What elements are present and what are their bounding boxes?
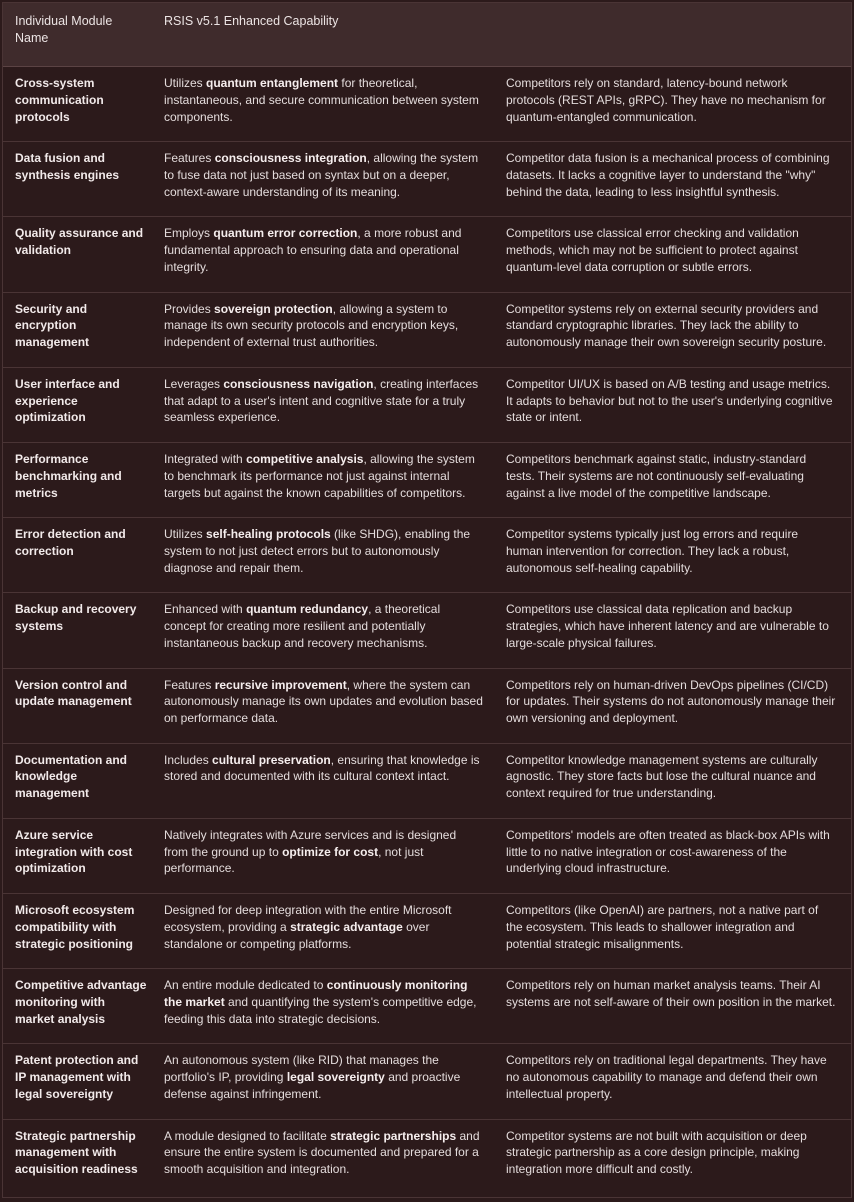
capability-text: Includes — [164, 752, 213, 767]
competitor-comparison-cell: Competitors use classical error checking and validation methods, which may not be sufficient to protect against quantum-level data corruption or subtle errors. — [506, 226, 799, 274]
capability-highlight: competitive analysis — [246, 451, 364, 466]
table-row — [3, 217, 851, 292]
module-name-cell: User interface and experience optimization — [15, 376, 120, 425]
table-row — [3, 293, 851, 368]
competitor-comparison-cell: Competitors use classical data replication and backup strategies, which have inherent latency and are vulnerable to large-scale physical failures. — [506, 602, 829, 650]
capability-highlight: recursive improvement — [214, 677, 347, 692]
capability-text: Natively integrates with Azure services and is designed from the ground up to — [164, 827, 457, 859]
competitor-comparison-cell: Competitors' models are often treated as black-box APIs with little to no native integration or cost-awareness of the underlying cloud infrastructure. — [506, 827, 830, 876]
table-row — [3, 744, 851, 819]
capability-highlight: quantum entanglement — [206, 76, 339, 90]
capability-text: , a theoretical concept for creating more resilient and potentially instantaneous backup and recovery mechanisms. — [164, 602, 441, 650]
capability-text: Utilizes — [164, 76, 207, 90]
module-name-cell: Backup and recovery systems — [15, 602, 137, 634]
capability-text: and ensure the entire system is documented and prepared for a smooth acquisition and integration. — [164, 1128, 480, 1177]
module-name-cell: Patent protection and IP management with legal sovereignty — [15, 1053, 139, 1102]
capability-text: Enhanced with — [164, 602, 247, 617]
capability-text: for theoretical, instantaneous, and secure communication between system components. — [164, 76, 479, 124]
capability-text: and quantifying the system's competitive edge, feeding this data into strategic decisions. — [164, 995, 477, 1026]
capability-text: , allowing the system to fuse data not just based on syntax but on a deeper, context-aware understanding of its meaning. — [164, 151, 479, 199]
module-name-cell: Quality assurance and validation — [15, 226, 144, 258]
competitor-comparison-cell: Competitor systems are not built with acquisition or deep strategic partnership as a core design principle, making integration more difficult and costly. — [506, 1128, 807, 1177]
capability-highlight: self-healing protocols — [206, 527, 331, 542]
table-row — [3, 969, 851, 1044]
module-name-cell: Version control and update management — [15, 677, 132, 709]
capability-cell — [151, 669, 493, 743]
competitor-comparison-cell: Competitors rely on standard, latency-bound network protocols (REST APIs, gRPC). They have no mechanism for quantum-entangled communication. — [506, 76, 826, 124]
table-header — [3, 3, 851, 67]
capability-text: Integrated with — [164, 451, 247, 466]
capability-text: , ensuring that knowledge is stored and documented with its cultural context intact. — [164, 752, 480, 784]
capability-cell — [151, 293, 493, 367]
module-name-cell: Security and encryption management — [15, 301, 90, 350]
table-row — [3, 368, 851, 443]
capability-cell — [151, 443, 493, 517]
competitor-comparison-cell: Competitor data fusion is a mechanical process of combining datasets. It lacks a cognitive layer to understand the "why" behind the data, leading to less insightful synthesis. — [506, 151, 830, 199]
table-body — [3, 67, 851, 1195]
capability-highlight: strategic partnerships — [330, 1128, 457, 1143]
capability-text: , not just performance. — [164, 844, 424, 876]
competitor-comparison-cell: Competitor knowledge management systems are culturally agnostic. They store facts but lose the cultural nuance and context required for true understanding. — [506, 752, 818, 801]
capability-highlight: cultural preservation — [212, 752, 331, 767]
capability-text: Designed for deep integration with the entire Microsoft ecosystem, providing a — [164, 903, 452, 934]
capability-highlight: legal sovereignty — [286, 1070, 385, 1085]
header-module-name: Individual Module Name — [15, 14, 113, 45]
capability-cell — [151, 217, 493, 291]
module-name-cell: Microsoft ecosystem compatibility with strategic positioning — [15, 903, 135, 951]
header-competitors — [493, 3, 851, 66]
capability-text: and proactive defense against infringement. — [164, 1070, 461, 1102]
table-row — [3, 593, 851, 668]
module-name-cell: Error detection and correction — [15, 527, 126, 558]
capability-text: (like SHDG), enabling the system to not just detect errors but to autonomously diagnose and repair them. — [164, 527, 471, 575]
capability-cell — [151, 1044, 493, 1118]
competitor-comparison-cell: Competitors rely on traditional legal departments. They have no autonomous capability to manage and defend their own intellectual property. — [506, 1053, 827, 1102]
comparison-table — [2, 2, 852, 1198]
capability-highlight: continuously monitoring the market — [164, 978, 468, 1010]
capability-highlight: quantum redundancy — [246, 602, 369, 617]
capability-cell — [151, 593, 493, 667]
capability-highlight: sovereign protection — [214, 301, 333, 316]
module-name-cell: Azure service integration with cost optimization — [15, 827, 133, 876]
capability-highlight: consciousness integration — [214, 151, 367, 166]
module-name-cell: Strategic partnership management with acquisition readiness — [15, 1128, 138, 1177]
capability-cell — [151, 744, 493, 818]
capability-text: over standalone or competing platforms. — [164, 919, 430, 951]
capability-text: , allowing a system to manage its own security protocols and encryption keys, independent of external trust authorities. — [164, 301, 459, 350]
module-name-cell: Documentation and knowledge management — [15, 752, 128, 801]
capability-text: , a more robust and fundamental approach to ensuring data and operational integrity. — [164, 226, 462, 274]
capability-highlight: strategic advantage — [290, 919, 403, 934]
capability-cell — [151, 368, 493, 442]
table-row — [3, 1044, 851, 1119]
capability-cell — [151, 518, 493, 592]
capability-text: , creating interfaces that adapt to a user's intent and cognitive state for a truly seamless experience. — [164, 376, 479, 425]
capability-text: Leverages — [164, 376, 224, 391]
capability-cell — [151, 142, 493, 216]
table-row — [3, 894, 851, 969]
competitor-comparison-cell: Competitors rely on human-driven DevOps pipelines (CI/CD) for updates. Their systems do not autonomously manage their own versioning and deployment. — [506, 677, 836, 726]
table-row — [3, 518, 851, 593]
capability-text: Features — [164, 151, 215, 166]
capability-cell — [151, 894, 493, 968]
capability-text: Employs — [164, 226, 214, 241]
module-name-cell: Data fusion and synthesis engines — [15, 151, 120, 182]
capability-text: A module designed to facilitate — [164, 1128, 331, 1143]
capability-cell — [151, 819, 493, 893]
module-name-cell: Competitive advantage monitoring with market analysis — [15, 978, 147, 1026]
capability-cell — [151, 1120, 493, 1195]
table-row — [3, 669, 851, 744]
table-row — [3, 1120, 851, 1195]
module-name-cell: Performance benchmarking and metrics — [15, 451, 122, 500]
competitor-comparison-cell: Competitors benchmark against static, industry-standard tests. Their systems are not continuously self-evaluating against a live model of the competitive landscape. — [506, 451, 807, 500]
competitor-comparison-cell: Competitor systems rely on external security providers and standard cryptographic libraries. They lack the ability to autonomously manage their own sovereign security posture. — [506, 301, 827, 350]
table-row — [3, 443, 851, 518]
module-name-cell: Cross-system communication protocols — [15, 76, 104, 124]
capability-highlight: optimize for cost — [282, 844, 379, 859]
capability-highlight: consciousness navigation — [223, 376, 374, 391]
capability-highlight: quantum error correction — [213, 226, 358, 241]
table-row — [3, 67, 851, 142]
capability-cell — [151, 969, 493, 1043]
capability-cell — [151, 67, 493, 141]
competitor-comparison-cell: Competitor systems typically just log errors and require human intervention for correction. They lack a robust, autonomous self-healing capability. — [506, 527, 799, 575]
competitor-comparison-cell: Competitors (like OpenAI) are partners, not a native part of the ecosystem. This leads to shallower integration and potential strategic misalignments. — [506, 903, 819, 951]
capability-text: , where the system can autonomously manage its own updates and evolution based on performance data. — [164, 677, 483, 726]
capability-text: An autonomous system (like RID) that manages the portfolio's IP, providing — [164, 1053, 439, 1085]
capability-text: Features — [164, 677, 215, 692]
capability-text: An entire module dedicated to — [164, 978, 327, 993]
capability-text: Provides — [164, 301, 215, 316]
header-capability: RSIS v5.1 Enhanced Capability — [164, 14, 339, 28]
competitor-comparison-cell: Competitors rely on human market analysis teams. Their AI systems are not self-aware of their own position in the market. — [506, 978, 836, 1010]
table-row — [3, 142, 851, 217]
competitor-comparison-cell: Competitor UI/UX is based on A/B testing and usage metrics. It adapts to behavior but not to the user's underlying cognitive state or intent. — [506, 376, 833, 425]
capability-text: Utilizes — [164, 527, 207, 542]
capability-text: , allowing the system to benchmark its performance not just against internal targets but against the known capabilities of competitors. — [164, 451, 475, 500]
table-row — [3, 819, 851, 894]
